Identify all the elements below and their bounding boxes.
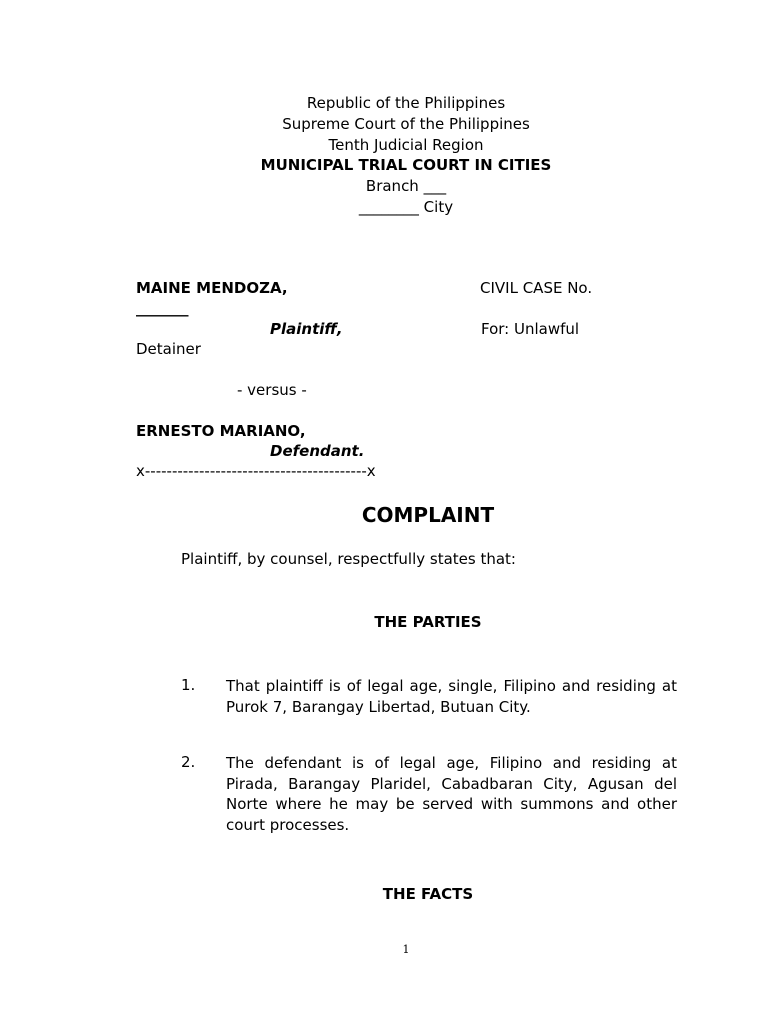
header-branch: Branch ___	[365, 177, 447, 195]
defendant-role: Defendant.	[270, 442, 365, 460]
civil-case-label: CIVIL CASE No.	[480, 279, 593, 297]
paragraph-2-text: The defendant is of legal age, Filipino and residing at Pirada, Barangay Plaridel, Cabadbaran City, Agusan del Norte where he may be served with summons and other court processes.	[226, 754, 677, 834]
versus-label: - versus -	[237, 381, 307, 399]
paragraph-1-text: That plaintiff is of legal age, single, Filipino and residing at Purok 7, Barangay Libertad, Butuan City.	[226, 677, 677, 716]
header-city: ________ City	[358, 198, 454, 216]
section-heading-facts: THE FACTS	[382, 885, 474, 903]
plaintiff-role: Plaintiff,	[270, 320, 343, 338]
header-court-name: MUNICIPAL TRIAL COURT IN CITIES	[260, 156, 552, 174]
document-title: COMPLAINT	[361, 503, 495, 527]
case-nature-continuation: Detainer	[136, 340, 201, 358]
intro-statement: Plaintiff, by counsel, respectfully states that:	[181, 550, 516, 568]
paragraph-2-number: 2.	[181, 753, 196, 771]
header-republic: Republic of the Philippines	[306, 94, 506, 112]
paragraph-1-number: 1.	[181, 676, 196, 694]
section-heading-parties: THE PARTIES	[374, 613, 482, 631]
header-supreme-court: Supreme Court of the Philippines	[282, 115, 530, 133]
defendant-name: ERNESTO MARIANO,	[136, 422, 306, 440]
case-nature-label: For: Unlawful	[481, 320, 580, 338]
case-number-blank: _______	[136, 299, 189, 317]
page-number: 1	[402, 943, 410, 956]
plaintiff-name: MAINE MENDOZA,	[136, 279, 288, 297]
header-judicial-region: Tenth Judicial Region	[328, 136, 484, 154]
caption-separator: x-----------------------------------------x	[136, 462, 376, 480]
